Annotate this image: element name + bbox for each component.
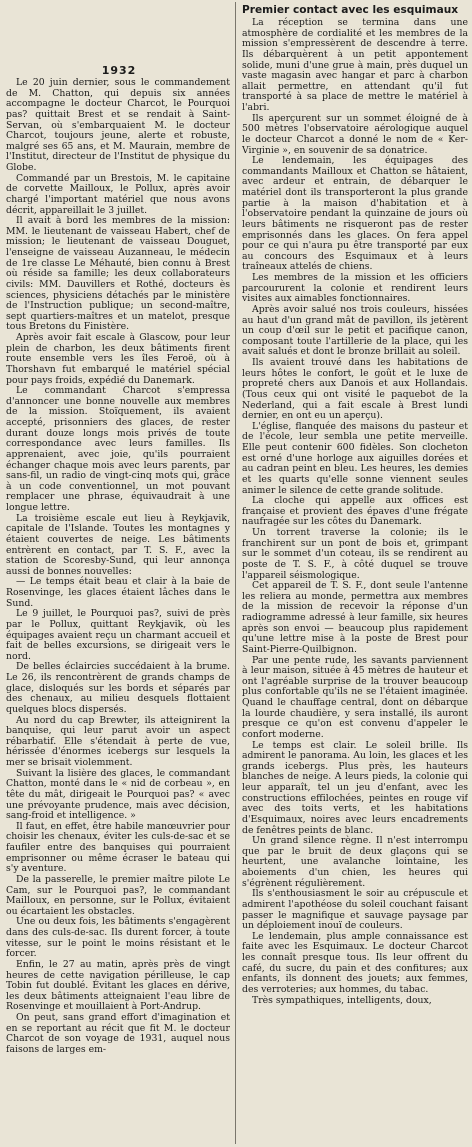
- left-paragraph: Après avoir fait escale à Glascow, pour leur plein de charbon, les deux bâtiments firent route ensemble vers les îles Feroë, où à Thorshavn fut embarqué le matériel spécial pour pays froids, expédié du Danemark.: [6, 332, 230, 386]
- left-paragraph: — Le temps était beau et clair à la baie de Rosenvinge, les glaces étaient lâches dans le Sund.: [6, 576, 230, 609]
- right-paragraph: Cet appareil de T. S. F., dont seule l'antenne les reliera au monde, permettra aux membres de la mission de recevoir la réponse d'un radiogramme adressé à leur famille, six heures après son envoi — beaucoup plus rapidement qu'une lettre mise à la poste de Brest pour Saint-Pierre-Quilbignon.: [242, 580, 468, 655]
- right-paragraph: Par une pente rude, les savants parviennent à leur maison, située à 45 mètres de hauteur et ont l'agréable surprise de la trouver beaucoup plus confortable qu'ils ne se l'étaient imaginée. Quand le chauffage central, dont on débarque la lourde chaudière, y sera installé, ils auront presque ce qu'on est convenu d'appeler le confort moderne.: [242, 654, 468, 740]
- right-paragraph: Ils avaient trouvé dans les habitations de leurs hôtes le confort, le goût et le luxe de propreté chers aux Danois et aux Hollandais. (Tous ceux qui ont visité le paquebot de la Nederland, qui a fait escale à Brest lundi dernier, en ont eu un aperçu).: [242, 357, 468, 422]
- left-column: [6, 64, 230, 1144]
- left-paragraph: De la passerelle, le premier maître pilote Le Cam, sur le Pourquoi pas?, le commandant Mailloux, en personne, sur le Pollux, évitaient ou écartaient les obstacles.: [6, 873, 230, 917]
- right-paragraph: Ils aperçurent sur un sommet éloigné de à 500 mètres l'observatoire aérologique auquel le docteur Charcot a donné le nom de « Ker-Virginie », en souvenir de sa donatrice.: [242, 112, 468, 156]
- right-paragraph: Le lendemain, les équipages des commandants Mailloux et Chatton se hâtaient, avec ardeur et entrain, de débarquer le matériel dont ils transporteront la plus grande partie à la maison d'habitation et à l'observatoire pendant la quinzaine de jours où leurs bâtiments ne risqueront pas de rester emprisonnés dans les glaces. On fera appel pour ce qui n'aura pu être transporté par eux au concours des Esquimaux et à leurs traîneaux attelés de chiens.: [242, 155, 468, 273]
- left-paragraph: Il faut, en effet, être habile manœuvrier pour choisir les chenaux, éviter les culs-de-sac et se faufiler entre des banquises qui pourraient emprisonner ou même écraser le bateau qui s'y aventure.: [6, 820, 230, 875]
- left-paragraph: Commandé par un Brestois, M. le capitaine de corvette Mailloux, le Pollux, après avoir chargé l'important matériel que nous avons décrit, appareillait le 3 juillet.: [6, 172, 230, 216]
- left-paragraph: Au nord du cap Brewter, ils atteignirent la banquise, qui leur parut avoir un aspect rébarbatif. Elle s'étendait à perte de vue, hérissée d'énormes icebergs sur lesquels la mer se brisait violemment.: [6, 714, 230, 768]
- column-rule: [235, 2, 236, 1144]
- article-year: 1932: [101, 64, 137, 77]
- right-paragraph: L'église, flanquée des maisons du pasteur et de l'école, leur sembla une petite merveille. Elle peut contenir 600 fidèles. Son clocheton est orné d'une horloge aux aiguilles dorées et au cadran peint en bleu. Les heures, les demies et les quarts qu'elle sonne viennent seules animer le silence de cette grande solitude.: [242, 420, 468, 496]
- left-paragraph: Le 20 juin dernier, sous le commandement de M. Chatton, qui depuis six années accompagne le docteur Charcot, le Pourquoi pas? quittait Brest et se rendait à Saint-Servan, où s'embarquaient M. le docteur Charcot, toujours jeune, alerte et robuste, malgré ses 65 ans, et M. Maurain, membre de l'Institut, directeur de l'Institut de physique du Globe.: [6, 77, 230, 173]
- right-paragraph: Ils s'enthousiasment le soir au crépuscule et admirent l'apothéose du soleil couchant faisant passer le magnifique et sauvage paysage par un déploiement inouï de couleurs.: [242, 888, 468, 932]
- right-paragraph: Le temps est clair. Le soleil brille. Ils admirent le panorama. Au loin, les glaces et les grands icebergs. Plus près, les hauteurs blanches de neige. A leurs pieds, la colonie qui leur apparaît, tel un jeu d'enfant, avec les constructions effilochées, peintes en rouge vif avec des toits verts, et les habitations d'Esquimaux, noires avec leurs encadrements de fenêtres peints de blanc.: [242, 739, 468, 836]
- left-paragraph: De belles éclaircies succédaient à la brume. Le 26, ils rencontrèrent de grands champs de glace, disloqués sur les bords et séparés par des chenaux, au milieu desquels flottaient quelques blocs dispersés.: [6, 661, 230, 715]
- left-paragraph: Suivant la lisière des glaces, le commandant Chatton, monté dans le « nid de corbeau », en tête du mât, dirigeait le Pourquoi pas? « avec une prévoyante prudence, mais avec décision, sang-froid et intelligence. »: [6, 767, 230, 822]
- right-paragraph: Un grand silence règne. Il n'est interrompu que par le bruit de deux glaçons qui se heurtent, une avalanche lointaine, les aboiements d'un chien, les heures qui s'égrènent régulièrement.: [242, 835, 468, 889]
- left-paragraph: Une ou deux fois, les bâtiments s'engagèrent dans des culs-de-sac. Ils durent forcer, à toute vitesse, sur le point le moins résistant et le forcer.: [6, 916, 230, 960]
- right-paragraph: Le lendemain, plus ample connaissance est faite avec les Esquimaux. Le docteur Charcot les connaît presque tous. Ils leur offrent du café, du sucre, du pain et des confitures; aux enfants, ils donnent des jouets; aux femmes, des verroteries; aux hommes, du tabac.: [242, 930, 468, 995]
- left-paragraph: Enfin, le 27 au matin, après près de vingt heures de cette navigation périlleuse, le cap Tobin fut doublé. Évitant les glaces en dérive, les deux bâtiments atteignaient l'eau libre de Rosenvinge et mouillaient à Port-Andrup.: [6, 958, 230, 1013]
- left-paragraph: Il avait à bord les membres de la mission: MM. le lieutenant de vaisseau Habert, chef de mission; le lieutenant de vaisseau Douguet, l'enseigne de vaisseau Auzanneau, le médecin de 1re classe Le Méhauté, bien connu à Brest où réside sa famille; les deux collaborateurs civils: MM. Dauvillers et Rothé, docteurs ès sciences, physiciens détachés par le ministère de l'Instruction publique; un second-maître, sept quartiers-maîtres et un matelot, presque tous Bretons du Finistère.: [6, 215, 230, 333]
- right-paragraph: La cloche qui appelle aux offices est française et provient des épaves d'une frégate naufragée sur les côtes du Danemark.: [242, 495, 468, 528]
- right-paragraph: Un torrent traverse la colonie; ils le franchirent sur un pont de bois et, grimpant sur le sommet d'un coteau, ils se rendirent au poste de T. S. F., à côté duquel se trouve l'appareil séismologique.: [242, 527, 468, 581]
- right-column-body: [242, 18, 468, 1006]
- left-paragraph: Le commandant Charcot s'empressa d'annoncer une bonne nouvelle aux membres de la mission. Stoïquement, ils avaient accepté, prisonniers des glaces, de rester durant douze longs mois privés de toute correspondance avec leurs familles. Ils apprenaient, avec joie, qu'ils pourraient échanger chaque mois avec leurs parents, par sans-fil, un radio de vingt-cinq mots qui, grâce à un code conventionnel, un mot pouvant remplacer une phrase, équivaudrait à une longue lettre.: [6, 385, 230, 513]
- left-paragraph: Le 9 juillet, le Pourquoi pas?, suivi de près par le Pollux, quittant Reykjavik, où les équipages avaient reçu un charmant accueil et fait de belles excursions, se dirigeait vers le nord.: [6, 608, 230, 662]
- right-column: [242, 4, 468, 1144]
- left-paragraph: On peut, sans grand effort d'imagination et en se reportant au récit que fit M. le docteur Charcot de son voyage de 1931, auquel nous faisons de larges em-: [6, 1012, 230, 1055]
- right-paragraph: Après avoir salué nos trois couleurs, hissées au haut d'un grand mât de pavillon, ils jetèrent un coup d'œil sur le petit et pacifique canon, composant toute l'artillerie de la place, qui les avait salués et dont le bronze brillait au soleil.: [242, 303, 468, 358]
- right-paragraph: Les membres de la mission et les officiers parcoururent la colonie et rendirent leurs visites aux aimables fonctionnaires.: [242, 272, 468, 305]
- section-heading: Premier contact avec les esquimaux: [242, 4, 459, 16]
- right-paragraph: La réception se termina dans une atmosphère de cordialité et les membres de la mission s'empressèrent de descendre à terre. Ils débarquèrent à un petit appontement solide, muni d'une grue à main, près duquel un vaste magasin avec hangar et parc à charbon allait permettre, en attendant qu'il fut transporté à sa place de mettre le matériel à l'abri.: [242, 17, 468, 113]
- right-paragraph: Très sympathiques, intelligents, doux,: [252, 994, 432, 1006]
- left-paragraph: La troisième escale eut lieu à Reykjavik, capitale de l'Islande. Toutes les montagnes y étaient couvertes de neige. Les bâtiments entrèrent en contact, par T. S. F., avec la station de Scoresby-Sund, qui leur annonça aussi de bonnes nouvelles:: [6, 512, 230, 577]
